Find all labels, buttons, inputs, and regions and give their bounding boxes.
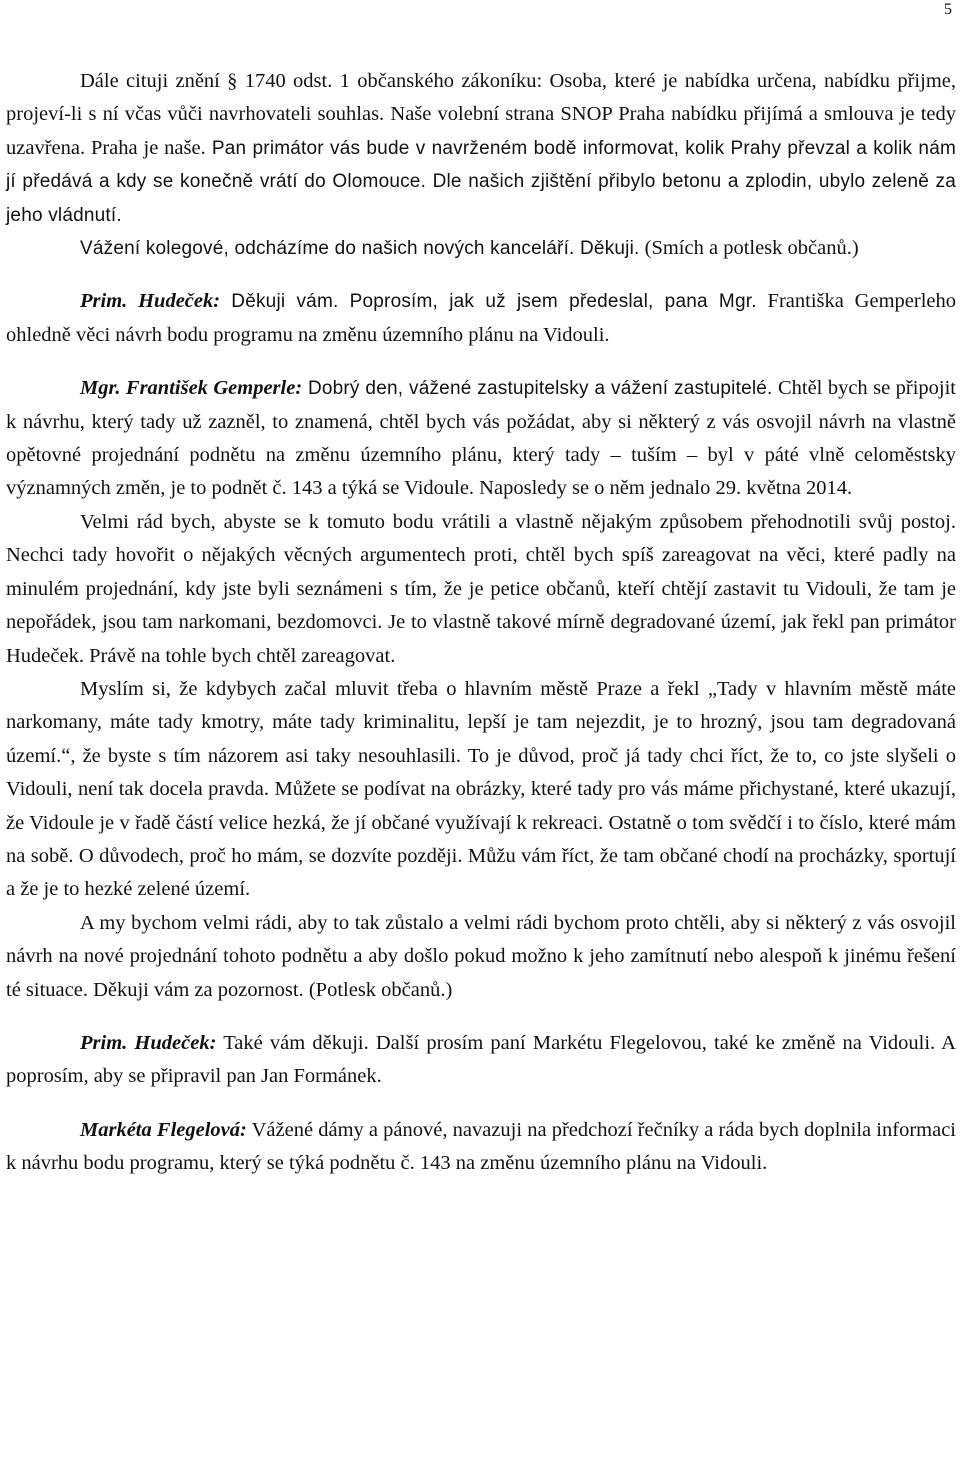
paragraph-gemperle-3: Myslím si, že kdybych začal mluvit třeba o hlavním městě Praze a řekl „Tady v hlavním městě máte narkomany, máte tady kmotry, máte tady kriminalitu, lepší je tam nejezdit, je to hrozný, jsou tam degradovaná území.“, že byste s tím názorem asi taky nesouhlasili. To je důvod, proč já tady chci říct, že to, co jste slyšeli o Vidouli, není tak docela pravda. Můžete se podívat na obrázky, které tady pro vás máme přichystané, které ukazují, že Vidoule je v řadě částí velice hezká, že jí občané využívají k rekreaci. Ostatně o tom svědčí i to číslo, které mám na sobě. O důvodech, proč ho mám, se dozvíte později. Můžu vám říct, že tam občané chodí na procházky, sportují a že je to hezké zelené území. — [6, 677, 956, 901]
speech-text-sans: Dobrý den, vážené zastupitelsky a vážení zastupitelé. — [302, 378, 773, 400]
speaker-name: Prim. Hudeček: — [80, 290, 221, 313]
spacer — [6, 1007, 956, 1027]
spacer — [6, 1094, 956, 1114]
paragraph-flegelova — [6, 1114, 956, 1181]
citation-text: Dále cituji znění § 1740 odst. 1 občanského zákoníku: Osoba, které je nabídka určena, nabídku přijme, projeví-li s ní včas vůči navrhovateli souhlas. Naše volební strana SNOP Praha nabídku přijímá a smlouva je tedy uzavřena. Praha je naše. — [6, 70, 956, 159]
farewell-text: Vážení kolegové, odcházíme do našich nových kanceláří. Děkuji. — [80, 238, 640, 260]
paragraph-farewell — [6, 232, 956, 265]
spacer — [6, 265, 956, 285]
page-number: 5 — [944, 1, 952, 18]
speaker-name: Markéta Flegelová: — [80, 1118, 247, 1141]
document-body — [6, 65, 956, 1181]
speech-text: Vážené dámy a pánové, navazuji na předchozí řečníky a ráda bych doplnila informaci k návrhu bodu programu, který se týká podnětu č. 143 na změnu územního plánu na Vidouli. — [6, 1118, 956, 1175]
paragraph-gemperle-2: Velmi rád bych, abyste se k tomuto bodu vrátili a vlastně nějakým způsobem přehodnotili svůj postoj. Nechci tady hovořit o nějakých věcných argumentech proti, chtěl bych spíš zareagovat na věci, které padly na minulém projednání, kdy jste byli seznámeni s tím, že je petice občanů, kteří chtějí zastavit tu Vidouli, že tam je nepořádek, jsou tam narkomani, bezdomovci. Je to vlastně takové mírně degradované území, jak řekl pan primátor Hudeček. Právě na tohle bych chtěl zareagovat. — [6, 510, 956, 667]
citation-text-sans: Pan primátor vás bude v navrženém bodě informovat, kolik Prahy převzal a kolik nám jí předává a kdy se konečně vrátí do Olomouce. Dle našich zjištění přibylo betonu a zplodin, ubylo zeleně za jeho vládnutí. — [6, 137, 956, 226]
paragraph-hudecek-1 — [6, 285, 956, 352]
speech-text: Také vám děkuji. Další prosím paní Markétu Flegelovou, také ke změně na Vidouli. A poprosím, aby se připravil pan Jan Formánek. — [6, 1031, 956, 1088]
speech-text: Chtěl bych se připojit k návrhu, který tady už zazněl, to znamená, chtěl bych vás požádat, aby si některý z vás osvojil návrh na vlastně opětovné projednání podnětu na změnu územního plánu, který tady – tuším – byl v páté vlně celoměstsky významných změn, je to podnět č. 143 a týká se Vidoule. Naposledy se o něm jednalo 29. května 2014. — [6, 377, 956, 500]
farewell-reaction: (Smích a potlesk občanů.) — [639, 237, 859, 260]
speech-text-sans: Děkuji vám. Poprosím, jak už jsem předeslal, pana Mgr. — [220, 291, 757, 313]
paragraph-hudecek-2 — [6, 1027, 956, 1094]
paragraph-gemperle — [6, 372, 956, 506]
speech-text: Františka Gemperleho ohledně věci návrh bodu programu na změnu územního plánu na Vidouli. — [6, 290, 957, 346]
spacer — [6, 352, 956, 372]
paragraph-citation — [6, 65, 956, 232]
speaker-name: Prim. Hudeček: — [80, 1031, 217, 1054]
paragraph-gemperle-4: A my bychom velmi rádi, aby to tak zůstalo a velmi rádi bychom proto chtěli, aby si některý z vás osvojil návrh na nové projednání tohoto podnětu a aby došlo pokud možno k jeho zamítnutí nebo alespoň k jinému řešení té situace. Děkuji vám za pozornost. (Potlesk občanů.) — [6, 911, 956, 1001]
speaker-name: Mgr. František Gemperle: — [80, 377, 303, 400]
